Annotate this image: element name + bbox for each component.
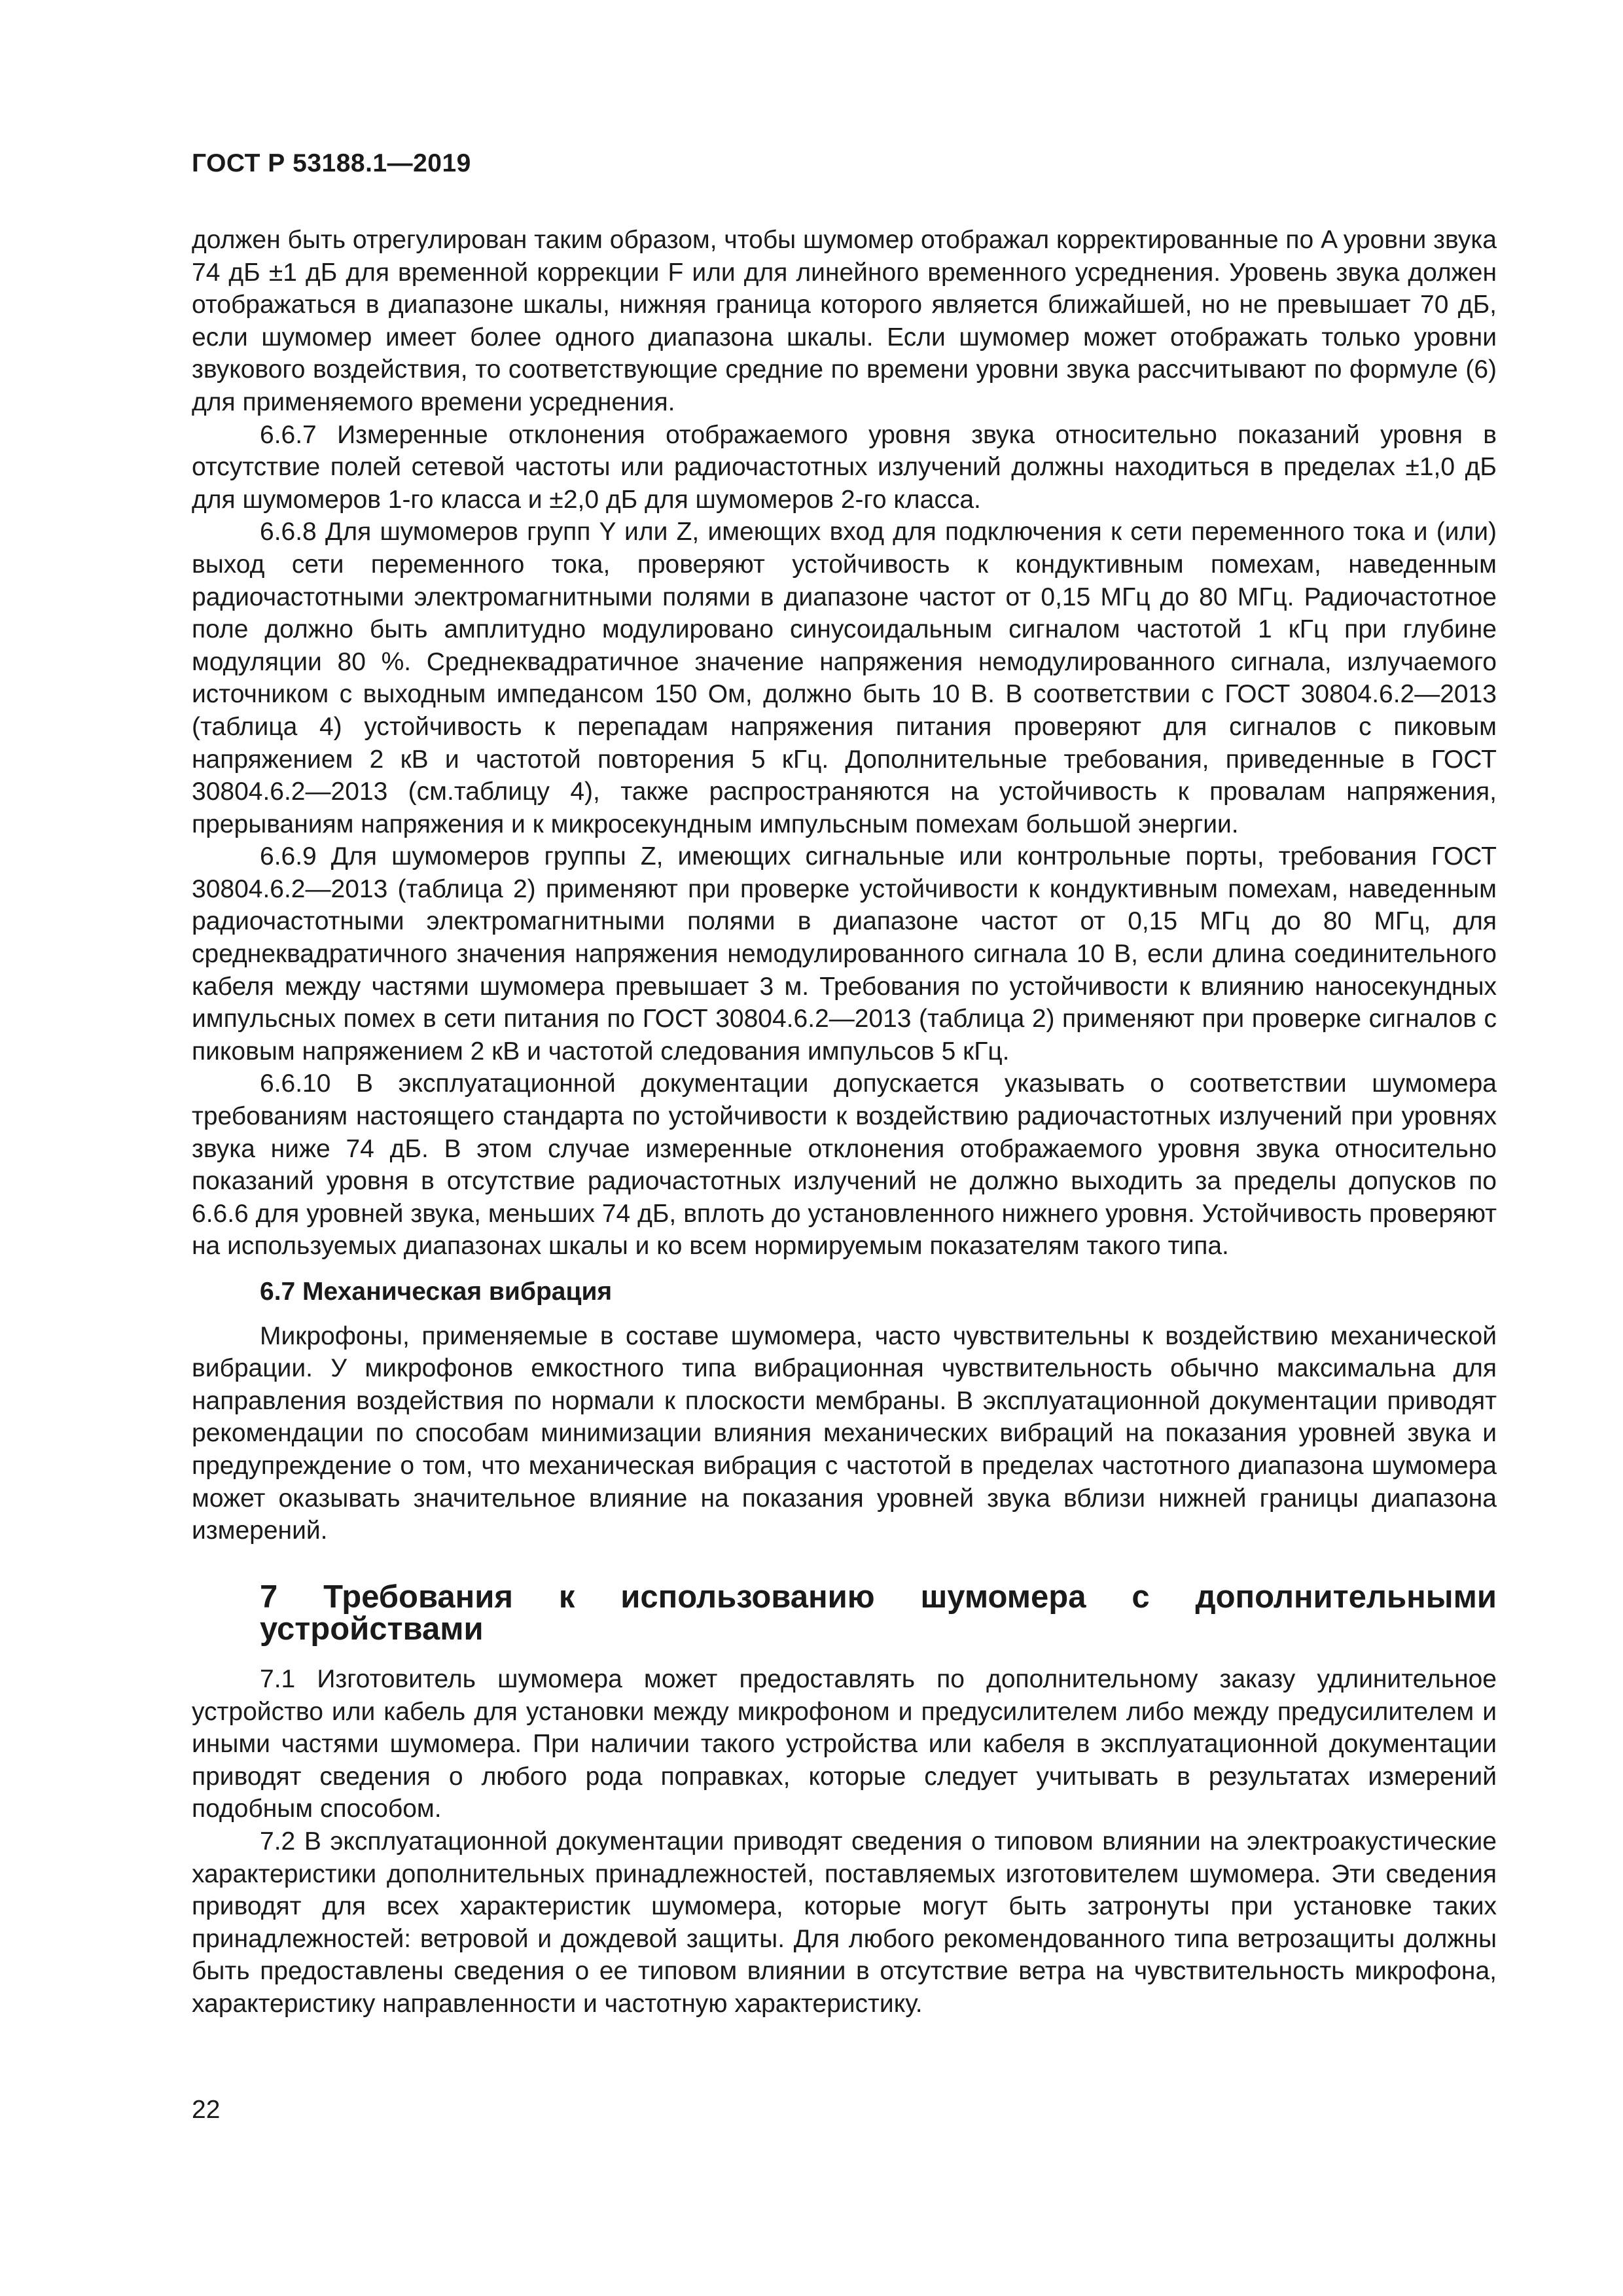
- paragraph-continuation: должен быть отрегулирован таким образом, чтобы шумомер отображал корректированные по A уровни звука 74 дБ ±1 дБ для временной коррекции F или для линейного временного усреднения. Уровень звука должен отображаться в диапазоне шкалы, нижняя граница которого является ближайшей, но не превышает 70 дБ, если шумомер имеет более одного диапазона шкалы. Если шумомер может отображать только уровни звукового воздействия, то соответствующие средние по времени уровни звука рассчитывают по формуле (6) для применяемого времени усреднения.: [192, 226, 1497, 416]
- subsection-heading-6-7: 6.7 Механическая вибрация: [260, 1278, 613, 1306]
- paragraph-6-6-7: 6.6.7 Измеренные отклонения отображаемого уровня звука относительно показаний уровня в отсутствие полей сетевой частоты или радиочастотных излучений должны находиться в пределах ±1,0 дБ для шумомеров 1-го класса и ±2,0 дБ для шумомеров 2-го класса.: [192, 420, 1497, 514]
- paragraph-6-6-9: 6.6.9 Для шумомеров группы Z, имеющих сигнальные или контрольные порты, требования ГОСТ 30804.6.2—2013 (таблица 2) применяют при проверке устойчивости к кондуктивным помехам, наведенным радиочастотными электромагнитными полями в диапазоне частот от 0,15 МГц до 80 МГц, для среднеквадратичного значения напряжения немодулированного сигнала 10 В, если длина соединительного кабеля между частями шумомера превышает 3 м. Требования по устойчивости к влиянию наносекундных импульсных помех в сети питания по ГОСТ 30804.6.2—2013 (таблица 2) применяют при проверке сигналов с пиковым напряжением 2 кВ и частотой следования импульсов 5 кГц.: [192, 842, 1497, 1066]
- paragraph-6-7: Микрофоны, применяемые в составе шумомера, часто чувствительны к воздействию механической вибрации. У микрофонов емкостного типа вибрационная чувствительность обычно максимальна для направления воздействия по нормали к плоскости мембраны. В эксплуатационной документации приводят рекомендации по способам минимизации влияния механических вибраций на показания уровней звука и предупреждение о том, что механическая вибрация с частотой в пределах частотного диапазона шумомера может оказывать значительное влияние на показания уровней звука вблизи нижней границы диапазона измерений.: [192, 1321, 1497, 1545]
- paragraph-6-6-10: 6.6.10 В эксплуатационной документации допускается указывать о соответствии шумомера требованиям настоящего стандарта по устойчивости к воздействию радиочастотных излучений при уровнях звука ниже 74 дБ. В этом случае измеренные отклонения отображаемого уровня звука относительно показаний уровня в отсутствие радиочастотных излучений не должно выходить за пределы допусков по 6.6.6 для уровней звука, меньших 74 дБ, вплоть до установленного нижнего уровня. Устойчивость проверяют на используемых диапазонах шкалы и ко всем нормируемым показателям такого типа.: [192, 1069, 1497, 1261]
- page-number: 22: [192, 2096, 221, 2124]
- paragraph-6-6-8: 6.6.8 Для шумомеров групп Y или Z, имеющих вход для подключения к сети переменного тока и (или) выход сети переменного тока, проверяют устойчивость к кондуктивным помехам, наведенным радиочастотными электромагнитными полями в диапазоне частот от 0,15 МГц до 80 МГц. Радиочастотное поле должно быть амплитудно модулировано синусоидальным сигналом частотой 1 кГц при глубине модуляции 80 %. Среднеквадратичное значение напряжения немодулированного сигнала, излучаемого источником с выходным импедансом 150 Ом, должно быть 10 В. В соответствии с ГОСТ 30804.6.2—2013 (таблица 4) устойчивость к перепадам напряжения питания проверяют для сигналов с пиковым напряжением 2 кВ и частотой повторения 5 кГц. Дополнительные требования, приведенные в ГОСТ 30804.6.2—2013 (см.таблицу 4), также распространяются на устойчивость к провалам напряжения, прерываниям напряжения и к микросекундным импульсным помехам большой энергии.: [192, 518, 1497, 838]
- paragraph-7-1: 7.1 Изготовитель шумомера может предоставлять по дополнительному заказу удлинительное устройство или кабель для установки между микрофоном и предусилителем либо между предусилителем и иными частями шумомера. При наличии такого устройства или кабеля в эксплуатационной документации приводят сведения о любого рода поправках, которые следует учитывать в результатах измерений подобным способом.: [192, 1664, 1497, 1823]
- document-code-header: ГОСТ Р 53188.1—2019: [192, 149, 471, 177]
- document-body: [192, 224, 1497, 2020]
- section-heading-7: 7 Требования к использованию шумомера с дополнительными устройствами: [260, 1579, 1497, 1647]
- paragraph-7-2: 7.2 В эксплуатационной документации приводят сведения о типовом влиянии на электроакустические характеристики дополнительных принадлежностей, поставляемых изготовителем шумомера. Эти сведения приводят для всех характеристик шумомера, которые могут быть затронуты при установке таких принадлежностей: ветровой и дождевой защиты. Для любого рекомендованного типа ветрозащиты должны быть предоставлены сведения о ее типовом влиянии в отсутствие ветра на чувствительность микрофона, характеристику направленности и частотную характеристику.: [192, 1827, 1497, 2018]
